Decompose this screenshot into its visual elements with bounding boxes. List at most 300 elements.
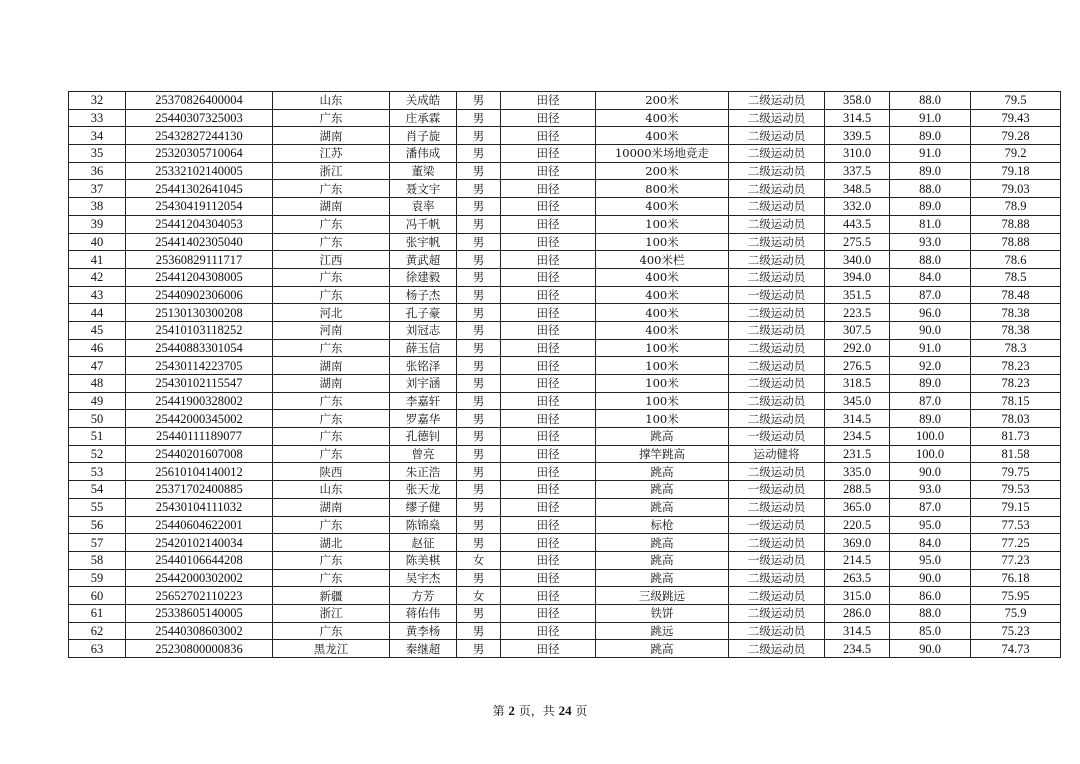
score-b-cell: 87.0 — [890, 392, 971, 410]
gender-cell: 男 — [457, 127, 501, 145]
name-cell: 董梁 — [390, 162, 457, 180]
gender-cell: 男 — [457, 92, 501, 110]
score-b-cell: 89.0 — [890, 410, 971, 428]
score-a-cell: 365.0 — [825, 498, 890, 516]
sport-cell: 田径 — [501, 410, 596, 428]
exam-id-cell: 25320305710064 — [126, 145, 273, 163]
athlete-level-cell: 二级运动员 — [729, 463, 825, 481]
province-cell: 广东 — [273, 180, 390, 198]
athlete-level-cell: 二级运动员 — [729, 180, 825, 198]
score-b-cell: 89.0 — [890, 375, 971, 393]
province-cell: 广东 — [273, 392, 390, 410]
event-cell: 跳高 — [596, 463, 729, 481]
exam-id-cell: 25442000345002 — [126, 410, 273, 428]
gender-cell: 男 — [457, 304, 501, 322]
exam-id-cell: 25440307325003 — [126, 109, 273, 127]
exam-id-cell: 25360829111717 — [126, 251, 273, 269]
athlete-level-cell: 二级运动员 — [729, 162, 825, 180]
total-score-cell: 78.5 — [971, 268, 1061, 286]
athlete-level-cell: 二级运动员 — [729, 304, 825, 322]
score-a-cell: 335.0 — [825, 463, 890, 481]
total-score-cell: 78.38 — [971, 321, 1061, 339]
event-cell: 100米 — [596, 339, 729, 357]
event-cell: 跳高 — [596, 534, 729, 552]
score-b-cell: 84.0 — [890, 534, 971, 552]
province-cell: 湖南 — [273, 198, 390, 216]
table-row — [69, 604, 1061, 622]
score-a-cell: 220.5 — [825, 516, 890, 534]
name-cell: 蒋佑伟 — [390, 604, 457, 622]
score-b-cell: 85.0 — [890, 622, 971, 640]
score-a-cell: 292.0 — [825, 339, 890, 357]
table-row — [69, 127, 1061, 145]
total-score-cell: 78.9 — [971, 198, 1061, 216]
row-index-cell: 55 — [69, 498, 126, 516]
name-cell: 朱正浩 — [390, 463, 457, 481]
name-cell: 张宇帆 — [390, 233, 457, 251]
score-a-cell: 337.5 — [825, 162, 890, 180]
table-row — [69, 463, 1061, 481]
athlete-level-cell: 二级运动员 — [729, 92, 825, 110]
score-a-cell: 286.0 — [825, 604, 890, 622]
exam-id-cell: 25370826400004 — [126, 92, 273, 110]
score-b-cell: 93.0 — [890, 481, 971, 499]
name-cell: 潘伟成 — [390, 145, 457, 163]
table-row — [69, 587, 1061, 605]
exam-id-cell: 25441204308005 — [126, 268, 273, 286]
score-a-cell: 231.5 — [825, 445, 890, 463]
row-index-cell: 38 — [69, 198, 126, 216]
row-index-cell: 47 — [69, 357, 126, 375]
current-page-number: 2 — [508, 703, 515, 718]
score-b-cell: 89.0 — [890, 127, 971, 145]
exam-id-cell: 25430104111032 — [126, 498, 273, 516]
total-score-cell: 81.73 — [971, 428, 1061, 446]
table-row — [69, 640, 1061, 658]
footer-suffix: 页 — [575, 704, 588, 718]
province-cell: 浙江 — [273, 604, 390, 622]
province-cell: 新疆 — [273, 587, 390, 605]
sport-cell: 田径 — [501, 375, 596, 393]
gender-cell: 男 — [457, 481, 501, 499]
gender-cell: 男 — [457, 516, 501, 534]
athlete-level-cell: 一级运动员 — [729, 481, 825, 499]
score-a-cell: 307.5 — [825, 321, 890, 339]
row-index-cell: 45 — [69, 321, 126, 339]
gender-cell: 男 — [457, 251, 501, 269]
gender-cell: 男 — [457, 145, 501, 163]
event-cell: 200米 — [596, 92, 729, 110]
name-cell: 孔德钊 — [390, 428, 457, 446]
sport-cell: 田径 — [501, 162, 596, 180]
exam-id-cell: 25440902306006 — [126, 286, 273, 304]
sport-cell: 田径 — [501, 551, 596, 569]
athlete-level-cell: 二级运动员 — [729, 145, 825, 163]
score-a-cell: 351.5 — [825, 286, 890, 304]
event-cell: 跳高 — [596, 551, 729, 569]
results-table — [68, 91, 1061, 658]
athlete-level-cell: 一级运动员 — [729, 551, 825, 569]
total-score-cell: 75.9 — [971, 604, 1061, 622]
table-row — [69, 268, 1061, 286]
event-cell: 400米 — [596, 321, 729, 339]
event-cell: 800米 — [596, 180, 729, 198]
exam-id-cell: 25610104140012 — [126, 463, 273, 481]
row-index-cell: 43 — [69, 286, 126, 304]
sport-cell: 田径 — [501, 109, 596, 127]
row-index-cell: 57 — [69, 534, 126, 552]
sport-cell: 田径 — [501, 604, 596, 622]
athlete-level-cell: 二级运动员 — [729, 357, 825, 375]
province-cell: 广东 — [273, 516, 390, 534]
row-index-cell: 48 — [69, 375, 126, 393]
province-cell: 广东 — [273, 445, 390, 463]
athlete-level-cell: 一级运动员 — [729, 516, 825, 534]
table-row — [69, 339, 1061, 357]
province-cell: 江苏 — [273, 145, 390, 163]
score-a-cell: 234.5 — [825, 428, 890, 446]
page-footer — [0, 702, 1080, 719]
gender-cell: 男 — [457, 534, 501, 552]
athlete-level-cell: 二级运动员 — [729, 410, 825, 428]
exam-id-cell: 25441204304053 — [126, 215, 273, 233]
table-row — [69, 109, 1061, 127]
sport-cell: 田径 — [501, 392, 596, 410]
province-cell: 广东 — [273, 551, 390, 569]
total-score-cell: 79.15 — [971, 498, 1061, 516]
athlete-level-cell: 一级运动员 — [729, 428, 825, 446]
score-a-cell: 314.5 — [825, 109, 890, 127]
province-cell: 浙江 — [273, 162, 390, 180]
athlete-level-cell: 二级运动员 — [729, 233, 825, 251]
total-score-cell: 79.18 — [971, 162, 1061, 180]
event-cell: 400米 — [596, 127, 729, 145]
name-cell: 刘冠志 — [390, 321, 457, 339]
row-index-cell: 60 — [69, 587, 126, 605]
exam-id-cell: 25410103118252 — [126, 321, 273, 339]
athlete-level-cell: 二级运动员 — [729, 109, 825, 127]
total-score-cell: 78.23 — [971, 357, 1061, 375]
gender-cell: 男 — [457, 233, 501, 251]
row-index-cell: 53 — [69, 463, 126, 481]
score-b-cell: 90.0 — [890, 463, 971, 481]
total-score-cell: 79.43 — [971, 109, 1061, 127]
gender-cell: 男 — [457, 268, 501, 286]
total-score-cell: 79.75 — [971, 463, 1061, 481]
score-a-cell: 394.0 — [825, 268, 890, 286]
province-cell: 广东 — [273, 109, 390, 127]
score-b-cell: 87.0 — [890, 286, 971, 304]
exam-id-cell: 25652702110223 — [126, 587, 273, 605]
table-row — [69, 251, 1061, 269]
score-a-cell: 214.5 — [825, 551, 890, 569]
exam-id-cell: 25442000302002 — [126, 569, 273, 587]
gender-cell: 男 — [457, 410, 501, 428]
athlete-level-cell: 二级运动员 — [729, 604, 825, 622]
score-b-cell: 95.0 — [890, 516, 971, 534]
province-cell: 江西 — [273, 251, 390, 269]
event-cell: 铁饼 — [596, 604, 729, 622]
row-index-cell: 39 — [69, 215, 126, 233]
score-b-cell: 88.0 — [890, 92, 971, 110]
event-cell: 100米 — [596, 375, 729, 393]
name-cell: 肖子旋 — [390, 127, 457, 145]
score-a-cell: 288.5 — [825, 481, 890, 499]
total-score-cell: 81.58 — [971, 445, 1061, 463]
score-b-cell: 87.0 — [890, 498, 971, 516]
score-b-cell: 95.0 — [890, 551, 971, 569]
province-cell: 广东 — [273, 233, 390, 251]
score-a-cell: 339.5 — [825, 127, 890, 145]
event-cell: 400米栏 — [596, 251, 729, 269]
province-cell: 河北 — [273, 304, 390, 322]
row-index-cell: 36 — [69, 162, 126, 180]
row-index-cell: 35 — [69, 145, 126, 163]
score-b-cell: 96.0 — [890, 304, 971, 322]
event-cell: 跳高 — [596, 481, 729, 499]
footer-prefix: 第 — [492, 704, 505, 718]
exam-id-cell: 25440111189077 — [126, 428, 273, 446]
name-cell: 秦继超 — [390, 640, 457, 658]
exam-id-cell: 25371702400885 — [126, 481, 273, 499]
sport-cell: 田径 — [501, 145, 596, 163]
sport-cell: 田径 — [501, 180, 596, 198]
athlete-level-cell: 二级运动员 — [729, 587, 825, 605]
table-row — [69, 534, 1061, 552]
sport-cell: 田径 — [501, 445, 596, 463]
name-cell: 黄武超 — [390, 251, 457, 269]
event-cell: 跳高 — [596, 569, 729, 587]
gender-cell: 男 — [457, 286, 501, 304]
row-index-cell: 42 — [69, 268, 126, 286]
sport-cell: 田径 — [501, 198, 596, 216]
row-index-cell: 50 — [69, 410, 126, 428]
score-a-cell: 443.5 — [825, 215, 890, 233]
total-score-cell: 76.18 — [971, 569, 1061, 587]
score-a-cell: 275.5 — [825, 233, 890, 251]
event-cell: 100米 — [596, 357, 729, 375]
gender-cell: 男 — [457, 445, 501, 463]
sport-cell: 田径 — [501, 251, 596, 269]
sport-cell: 田径 — [501, 516, 596, 534]
gender-cell: 男 — [457, 162, 501, 180]
sport-cell: 田径 — [501, 127, 596, 145]
province-cell: 广东 — [273, 268, 390, 286]
exam-id-cell: 25420102140034 — [126, 534, 273, 552]
athlete-level-cell: 二级运动员 — [729, 622, 825, 640]
total-score-cell: 78.88 — [971, 233, 1061, 251]
exam-id-cell: 25440883301054 — [126, 339, 273, 357]
event-cell: 400米 — [596, 304, 729, 322]
row-index-cell: 46 — [69, 339, 126, 357]
name-cell: 张铭泽 — [390, 357, 457, 375]
row-index-cell: 40 — [69, 233, 126, 251]
exam-id-cell: 25130130300208 — [126, 304, 273, 322]
event-cell: 100米 — [596, 215, 729, 233]
score-a-cell: 314.5 — [825, 622, 890, 640]
sport-cell: 田径 — [501, 233, 596, 251]
score-b-cell: 93.0 — [890, 233, 971, 251]
score-b-cell: 89.0 — [890, 162, 971, 180]
exam-id-cell: 25440201607008 — [126, 445, 273, 463]
name-cell: 聂文宇 — [390, 180, 457, 198]
row-index-cell: 56 — [69, 516, 126, 534]
province-cell: 黑龙江 — [273, 640, 390, 658]
exam-id-cell: 25441302641045 — [126, 180, 273, 198]
total-score-cell: 78.88 — [971, 215, 1061, 233]
event-cell: 400米 — [596, 268, 729, 286]
table-row — [69, 498, 1061, 516]
row-index-cell: 34 — [69, 127, 126, 145]
sport-cell: 田径 — [501, 268, 596, 286]
total-score-cell: 78.03 — [971, 410, 1061, 428]
table-row — [69, 233, 1061, 251]
score-a-cell: 348.5 — [825, 180, 890, 198]
score-b-cell: 92.0 — [890, 357, 971, 375]
gender-cell: 女 — [457, 551, 501, 569]
province-cell: 广东 — [273, 428, 390, 446]
row-index-cell: 41 — [69, 251, 126, 269]
table-row — [69, 286, 1061, 304]
table-row — [69, 445, 1061, 463]
sport-cell: 田径 — [501, 534, 596, 552]
province-cell: 广东 — [273, 569, 390, 587]
score-a-cell: 315.0 — [825, 587, 890, 605]
athlete-level-cell: 二级运动员 — [729, 534, 825, 552]
exam-id-cell: 25430419112054 — [126, 198, 273, 216]
event-cell: 400米 — [596, 198, 729, 216]
gender-cell: 男 — [457, 180, 501, 198]
event-cell: 100米 — [596, 392, 729, 410]
table-row — [69, 375, 1061, 393]
athlete-level-cell: 二级运动员 — [729, 127, 825, 145]
athlete-level-cell: 二级运动员 — [729, 392, 825, 410]
province-cell: 湖南 — [273, 498, 390, 516]
exam-id-cell: 25441402305040 — [126, 233, 273, 251]
event-cell: 跳高 — [596, 640, 729, 658]
athlete-level-cell: 二级运动员 — [729, 640, 825, 658]
score-b-cell: 81.0 — [890, 215, 971, 233]
name-cell: 方芳 — [390, 587, 457, 605]
athlete-level-cell: 二级运动员 — [729, 569, 825, 587]
score-b-cell: 100.0 — [890, 445, 971, 463]
total-score-cell: 79.03 — [971, 180, 1061, 198]
score-b-cell: 88.0 — [890, 604, 971, 622]
province-cell: 陕西 — [273, 463, 390, 481]
province-cell: 广东 — [273, 339, 390, 357]
gender-cell: 男 — [457, 357, 501, 375]
athlete-level-cell: 二级运动员 — [729, 268, 825, 286]
province-cell: 湖南 — [273, 375, 390, 393]
exam-id-cell: 25230800000836 — [126, 640, 273, 658]
name-cell: 陈美棋 — [390, 551, 457, 569]
province-cell: 湖南 — [273, 127, 390, 145]
score-a-cell: 332.0 — [825, 198, 890, 216]
table-row — [69, 410, 1061, 428]
row-index-cell: 37 — [69, 180, 126, 198]
exam-id-cell: 25430102115547 — [126, 375, 273, 393]
score-a-cell: 276.5 — [825, 357, 890, 375]
gender-cell: 男 — [457, 463, 501, 481]
province-cell: 山东 — [273, 92, 390, 110]
gender-cell: 男 — [457, 640, 501, 658]
name-cell: 孔子豪 — [390, 304, 457, 322]
event-cell: 撑竿跳高 — [596, 445, 729, 463]
province-cell: 广东 — [273, 622, 390, 640]
event-cell: 400米 — [596, 109, 729, 127]
score-b-cell: 90.0 — [890, 321, 971, 339]
total-score-cell: 78.6 — [971, 251, 1061, 269]
gender-cell: 男 — [457, 198, 501, 216]
score-a-cell: 263.5 — [825, 569, 890, 587]
name-cell: 李嘉轩 — [390, 392, 457, 410]
name-cell: 庄承霖 — [390, 109, 457, 127]
province-cell: 广东 — [273, 286, 390, 304]
row-index-cell: 32 — [69, 92, 126, 110]
sport-cell: 田径 — [501, 215, 596, 233]
gender-cell: 男 — [457, 622, 501, 640]
row-index-cell: 54 — [69, 481, 126, 499]
name-cell: 缪子健 — [390, 498, 457, 516]
sport-cell: 田径 — [501, 481, 596, 499]
sport-cell: 田径 — [501, 622, 596, 640]
score-b-cell: 89.0 — [890, 198, 971, 216]
event-cell: 跳高 — [596, 428, 729, 446]
total-score-cell: 78.48 — [971, 286, 1061, 304]
gender-cell: 男 — [457, 569, 501, 587]
table-row — [69, 321, 1061, 339]
event-cell: 200米 — [596, 162, 729, 180]
total-score-cell: 78.3 — [971, 339, 1061, 357]
name-cell: 关成皓 — [390, 92, 457, 110]
event-cell: 100米 — [596, 410, 729, 428]
total-score-cell: 78.15 — [971, 392, 1061, 410]
table-row — [69, 92, 1061, 110]
province-cell: 湖南 — [273, 357, 390, 375]
total-score-cell: 75.95 — [971, 587, 1061, 605]
row-index-cell: 63 — [69, 640, 126, 658]
score-b-cell: 86.0 — [890, 587, 971, 605]
total-score-cell: 79.53 — [971, 481, 1061, 499]
sport-cell: 田径 — [501, 463, 596, 481]
score-b-cell: 100.0 — [890, 428, 971, 446]
exam-id-cell: 25440604622001 — [126, 516, 273, 534]
score-a-cell: 310.0 — [825, 145, 890, 163]
total-score-cell: 78.38 — [971, 304, 1061, 322]
name-cell: 徐建毅 — [390, 268, 457, 286]
athlete-level-cell: 运动健将 — [729, 445, 825, 463]
score-a-cell: 369.0 — [825, 534, 890, 552]
table-row — [69, 180, 1061, 198]
total-score-cell: 79.2 — [971, 145, 1061, 163]
exam-id-cell: 25440308603002 — [126, 622, 273, 640]
gender-cell: 男 — [457, 392, 501, 410]
sport-cell: 田径 — [501, 587, 596, 605]
total-score-cell: 77.53 — [971, 516, 1061, 534]
athlete-level-cell: 二级运动员 — [729, 198, 825, 216]
exam-id-cell: 25441900328002 — [126, 392, 273, 410]
event-cell: 标枪 — [596, 516, 729, 534]
total-score-cell: 77.23 — [971, 551, 1061, 569]
row-index-cell: 49 — [69, 392, 126, 410]
sport-cell: 田径 — [501, 569, 596, 587]
event-cell: 跳高 — [596, 498, 729, 516]
table-row — [69, 392, 1061, 410]
total-score-cell: 79.5 — [971, 92, 1061, 110]
table-row — [69, 551, 1061, 569]
table-row — [69, 145, 1061, 163]
sport-cell: 田径 — [501, 640, 596, 658]
